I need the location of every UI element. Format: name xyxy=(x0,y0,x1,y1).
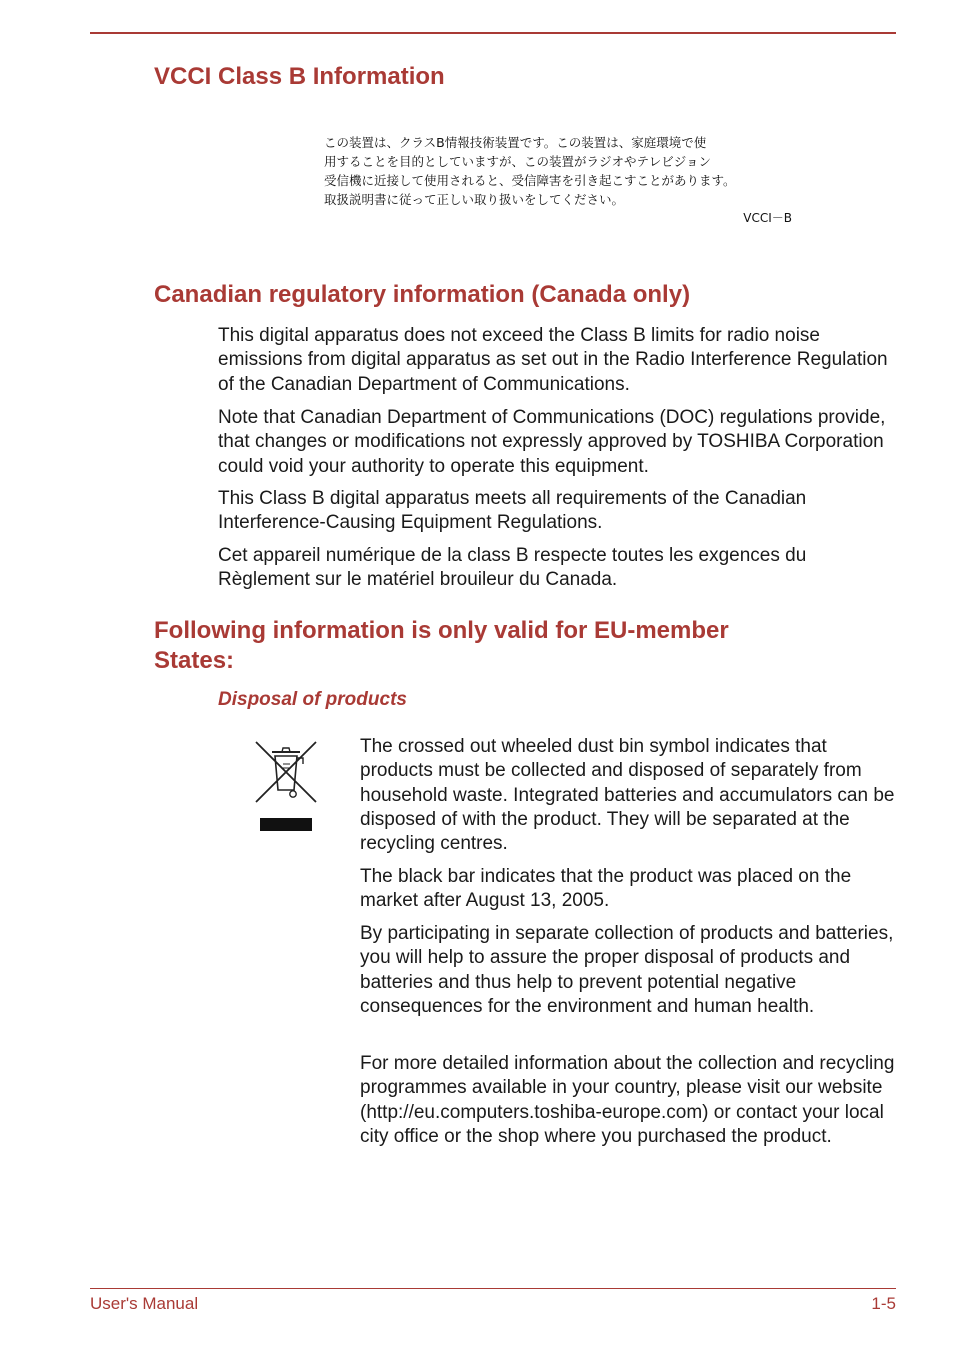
disposal-paragraph: For more detailed information about the collection and recycling programmes available in your country, please visit our website (http://eu.computers.toshiba-europe.com) or contact your local city office or the shop where you purchased the product. xyxy=(360,1053,895,1147)
canada-paragraph: This Class B digital apparatus meets all requirements of the Canadian Interference-Causing Equipment Regulations. xyxy=(218,488,807,534)
disposal-subheading: Disposal of products xyxy=(218,689,407,710)
vcci-mark: VCCI－B xyxy=(743,211,792,225)
disposal-paragraph: By participating in separate collection of products and batteries, you will help to assure the proper disposal of products and batteries and thus help to prevent potential negative consequences for the environment and human health. xyxy=(360,923,894,1017)
crossed-out-wheelie-bin-icon xyxy=(250,738,322,834)
vcci-notice-line: 受信機に近接して使用されると、受信障害を引き起こすことがあります。 xyxy=(324,173,736,188)
footer-manual-title: User's Manual xyxy=(90,1294,199,1313)
eu-heading xyxy=(154,616,729,676)
footer-rule xyxy=(90,1288,896,1289)
header-rule xyxy=(90,32,896,34)
vcci-notice-line: この装置は、クラスB情報技術装置です。この装置は、家庭環境で使 xyxy=(324,135,707,150)
canada-heading: Canadian regulatory information (Canada only) xyxy=(154,281,691,308)
vcci-notice-line: 取扱説明書に従って正しい取り扱いをしてください。 xyxy=(324,192,625,207)
vcci-heading: VCCI Class B Information xyxy=(154,63,445,90)
canada-paragraph: Cet appareil numérique de la class B respecte toutes les exgences du Règlement sur le matériel brouileur du Canada. xyxy=(218,545,807,591)
vcci-notice xyxy=(324,133,800,228)
page-number: 1-5 xyxy=(871,1294,896,1313)
canada-paragraph: Note that Canadian Department of Communications (DOC) regulations provide, that changes or modifications not expressly approved by TOSHIBA Corporation could void your authority to operate this equipment. xyxy=(218,407,886,477)
eu-heading-line: Following information is only valid for EU-member xyxy=(154,617,729,644)
disposal-paragraph: The crossed out wheeled dust bin symbol indicates that products must be collected and disposed of separately from household waste. Integrated batteries and accumulators can be disposed of with the product. They will be separated at the recycling centres. xyxy=(360,736,895,855)
vcci-notice-line: 用することを目的としていますが、この装置がラジオやテレビジョン xyxy=(324,154,712,169)
disposal-paragraph: The black bar indicates that the product was placed on the market after August 13, 2005. xyxy=(360,866,852,912)
canada-paragraph: This digital apparatus does not exceed the Class B limits for radio noise emissions from digital apparatus as set out in the Radio Interference Regulation of the Canadian Department of Communications. xyxy=(218,325,888,395)
eu-heading-line: States: xyxy=(154,647,235,674)
